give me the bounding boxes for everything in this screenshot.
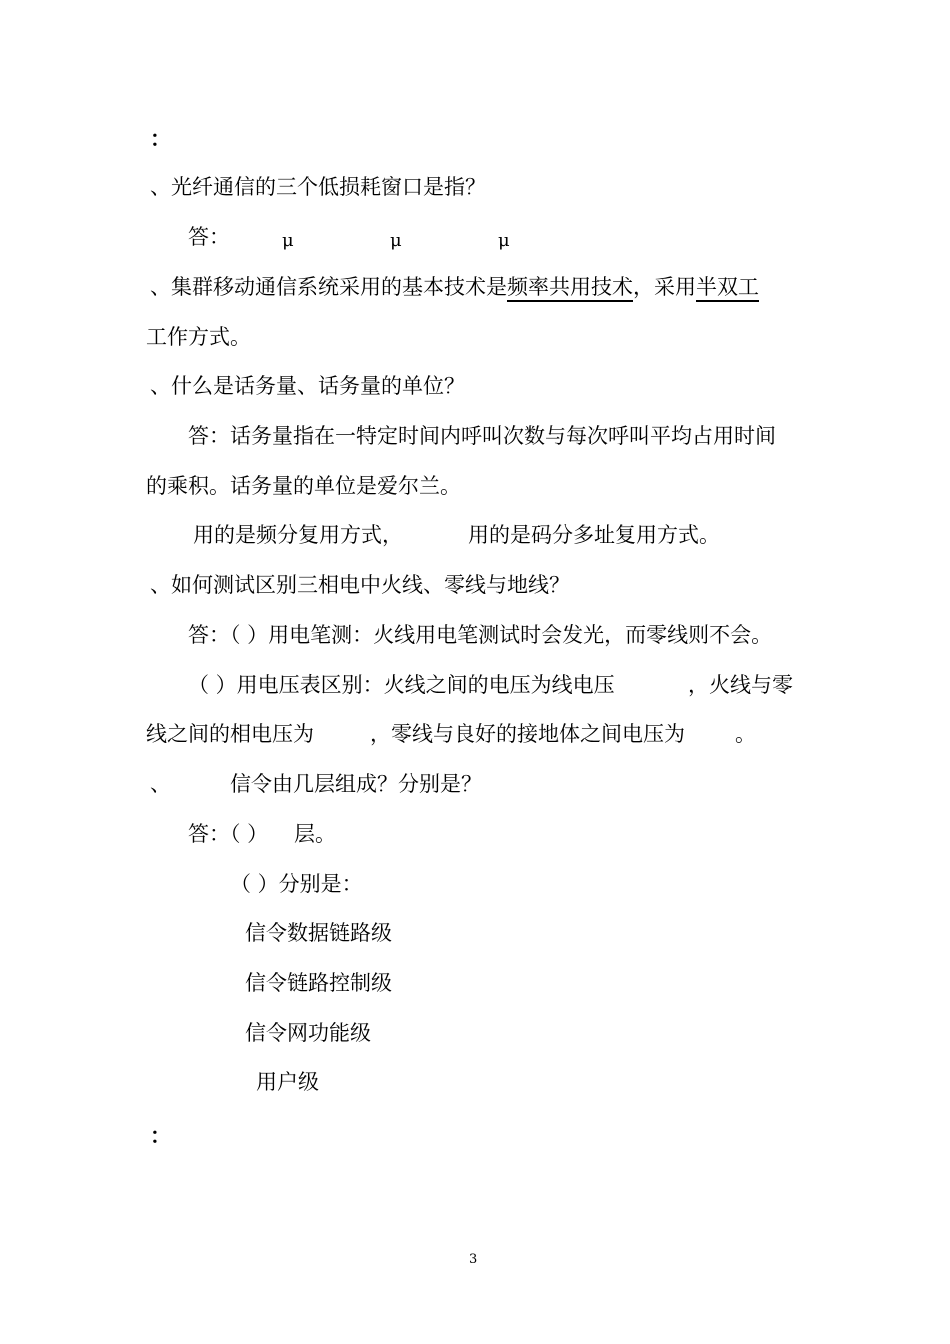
trunking-statement-cont: 工作方式。	[146, 325, 251, 349]
half-duplex-term: 半双工	[696, 275, 759, 299]
answer-layers-label: 答：（ ）	[188, 822, 269, 846]
micro-symbol: μ	[390, 230, 402, 251]
question-three-phase: 、如何测试区别三相电中火线、零线与地线？	[150, 573, 570, 597]
question-signaling: 信令由几层组成？分别是？	[230, 772, 482, 796]
answer-traffic-cont: 的乘积。话务量的单位是爱尔兰。	[146, 474, 461, 498]
trunking-text: ，采用	[633, 275, 696, 299]
layer-item: 信令数据链路级	[245, 921, 392, 945]
micro-symbol: μ	[498, 230, 510, 251]
trunking-statement	[150, 274, 759, 300]
layer-item: 用户级	[256, 1070, 319, 1094]
ground-voltage-text: ，零线与良好的接地体之间电压为	[370, 722, 685, 746]
answer-label: 答：	[188, 225, 230, 249]
layer-item: 信令链路控制级	[245, 971, 392, 995]
cdma-statement: 用的是码分多址复用方式。	[468, 523, 720, 547]
section-colon: ：	[150, 1123, 171, 1148]
answer-voltmeter: （ ）用电压表区别：火线之间的电压为线电压	[188, 673, 615, 697]
question-fiber-windows: 、光纤通信的三个低损耗窗口是指？	[150, 175, 486, 199]
page-number: 3	[469, 1252, 478, 1267]
micro-symbol: μ	[282, 230, 294, 251]
answer-layers-list-intro: （ ）分别是：	[230, 872, 363, 896]
answer-test-pen: 答：（ ）用电笔测：火线用电笔测试时会发光，而零线则不会。	[188, 623, 773, 647]
question-traffic: 、什么是话务量、话务量的单位？	[150, 374, 465, 398]
layer-item: 信令网功能级	[245, 1021, 371, 1045]
sentence-end: 。	[735, 722, 756, 746]
answer-traffic: 答：话务量指在一特定时间内呼叫次数与每次呼叫平均占用时间	[188, 424, 776, 448]
fdma-statement: 用的是频分复用方式，	[193, 523, 403, 547]
trunking-text: 、集群移动通信系统采用的基本技术是	[150, 275, 507, 299]
phase-voltage-text: 线之间的相电压为	[146, 722, 314, 746]
answer-layers: 层。	[294, 822, 336, 846]
section-colon: ：	[150, 126, 171, 151]
answer-voltmeter-cont: ，火线与零	[688, 673, 793, 697]
frequency-sharing-term: 频率共用技术	[507, 275, 633, 299]
question-signaling-prefix: 、	[150, 772, 171, 796]
